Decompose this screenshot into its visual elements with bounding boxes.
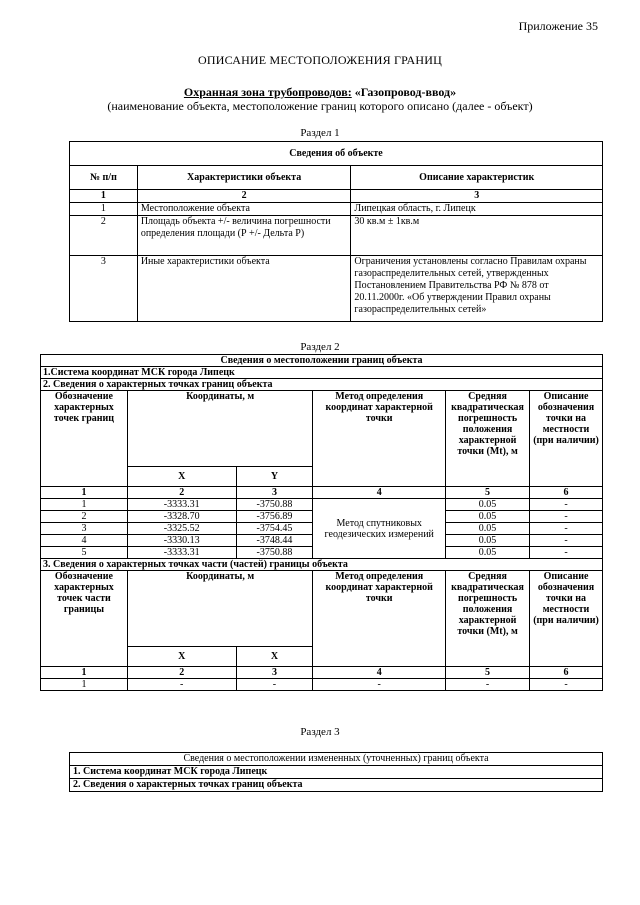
section3-points-caption: 2. Сведения о характерных точках границ объекта [70, 779, 603, 792]
part-point-x: - [127, 679, 236, 691]
table-row [70, 203, 603, 216]
part-point-description: - [530, 679, 603, 691]
part-point-accuracy: - [446, 679, 530, 691]
object-title: «Газопровод-ввод» [351, 85, 457, 99]
col-number: 3 [236, 667, 313, 679]
section2-points-caption: 2. Сведения о характерных точках границ объекта [41, 379, 603, 391]
point-x: -3325.52 [127, 523, 236, 535]
section1-caption: Сведения об объекте [70, 142, 603, 166]
col-header-characteristics: Характеристики объекта [137, 166, 351, 190]
parts-header-coords: Координаты, м [127, 571, 313, 647]
point-method: Метод спутниковых геодезических измерений [313, 499, 446, 559]
col-number: 4 [313, 487, 446, 499]
header-coords: Координаты, м [127, 391, 313, 467]
parts-header-method: Метод определения координат характерной точки [313, 571, 446, 667]
col-number: 2 [127, 667, 236, 679]
object-name [0, 85, 640, 100]
point-number: 2 [41, 511, 128, 523]
table-row [70, 256, 603, 322]
point-y: -3748.44 [236, 535, 313, 547]
point-accuracy: 0.05 [446, 523, 530, 535]
point-description: - [530, 499, 603, 511]
col-number: 3 [236, 487, 313, 499]
point-y: -3756.89 [236, 511, 313, 523]
col-number: 1 [41, 487, 128, 499]
point-number: 4 [41, 535, 128, 547]
point-y: -3754.45 [236, 523, 313, 535]
parts-header-x: X [127, 647, 236, 667]
point-description: - [530, 547, 603, 559]
row-num: 1 [70, 203, 138, 216]
row-name: Иные характеристики объекта [137, 256, 351, 322]
header-description: Описание обозначения точки на местности (при наличии) [530, 391, 603, 487]
col-number: 1 [41, 667, 128, 679]
parts-header-accuracy: Средняя квадратическая погрешность положения характерной точки (Mt), м [446, 571, 530, 667]
col-number: 4 [313, 667, 446, 679]
point-x: -3328.70 [127, 511, 236, 523]
point-number: 1 [41, 499, 128, 511]
section2-caption: Сведения о местоположении границ объекта [41, 355, 603, 367]
table-row [70, 216, 603, 256]
object-prefix: Охранная зона трубопроводов: [183, 85, 352, 99]
appendix-label: Приложение 35 [518, 19, 598, 33]
col-number: 5 [446, 667, 530, 679]
section2-coord-system: 1.Система координат МСК города Липецк [41, 367, 603, 379]
point-y: -3750.88 [236, 499, 313, 511]
col-number: 6 [530, 487, 603, 499]
object-note: (наименование объекта, местоположение границ которого описано (далее - объект) [107, 99, 533, 113]
col-number: 6 [530, 667, 603, 679]
row-num: 2 [70, 216, 138, 256]
table-row [41, 499, 603, 511]
point-description: - [530, 511, 603, 523]
row-value: Ограничения установлены согласно Правилам охраны газораспределительных сетей, утвержденных Постановлением Правительства РФ № 878 от 20.11.2000г. «Об утверждении Правил охраны газораспределительных сетей» [351, 256, 603, 322]
header-method: Метод определения координат характерной точки [313, 391, 446, 487]
parts-header-description: Описание обозначения точки на местности (при наличии) [530, 571, 603, 667]
table-row [41, 679, 603, 691]
section2-parts-caption: 3. Сведения о характерных точках части (частей) границы объекта [41, 559, 603, 571]
row-name: Площадь объекта +/- величина погрешности определения площади (Р +/- Дельта Р) [137, 216, 351, 256]
parts-header-y: X [236, 647, 313, 667]
part-point-y: - [236, 679, 313, 691]
section3-coord-system: 1. Система координат МСК города Липецк [70, 766, 603, 779]
header-point: Обозначение характерных точек границ [41, 391, 128, 487]
col-number: 2 [127, 487, 236, 499]
section1-label: Раздел 1 [300, 127, 340, 139]
point-x: -3333.31 [127, 547, 236, 559]
point-description: - [530, 535, 603, 547]
row-value: Липецкая область, г. Липецк [351, 203, 603, 216]
header-accuracy: Средняя квадратическая погрешность положения характерной точки (Mt), м [446, 391, 530, 487]
point-accuracy: 0.05 [446, 499, 530, 511]
part-point-method: - [313, 679, 446, 691]
point-y: -3750.88 [236, 547, 313, 559]
col-number: 2 [137, 190, 351, 203]
point-accuracy: 0.05 [446, 535, 530, 547]
point-x: -3333.31 [127, 499, 236, 511]
point-number: 3 [41, 523, 128, 535]
section2-table [40, 354, 603, 691]
section3-table [69, 752, 603, 792]
row-num: 3 [70, 256, 138, 322]
point-accuracy: 0.05 [446, 511, 530, 523]
section3-caption: Сведения о местоположении измененных (уточненных) границ объекта [70, 753, 603, 766]
section1-table [69, 141, 603, 322]
point-accuracy: 0.05 [446, 547, 530, 559]
point-description: - [530, 523, 603, 535]
row-name: Местоположение объекта [137, 203, 351, 216]
point-number: 5 [41, 547, 128, 559]
document-title: ОПИСАНИЕ МЕСТОПОЛОЖЕНИЯ ГРАНИЦ [198, 53, 442, 67]
header-x: X [127, 467, 236, 487]
header-y: Y [236, 467, 313, 487]
col-number: 1 [70, 190, 138, 203]
row-value: 30 кв.м ± 1кв.м [351, 216, 603, 256]
section2-label: Раздел 2 [300, 341, 340, 353]
part-point-number: 1 [41, 679, 128, 691]
point-x: -3330.13 [127, 535, 236, 547]
col-number: 3 [351, 190, 603, 203]
col-header-description: Описание характеристик [351, 166, 603, 190]
col-header-num: № п/п [70, 166, 138, 190]
col-number: 5 [446, 487, 530, 499]
section3-label: Раздел 3 [300, 726, 340, 738]
parts-header-point: Обозначение характерных точек части границы [41, 571, 128, 667]
